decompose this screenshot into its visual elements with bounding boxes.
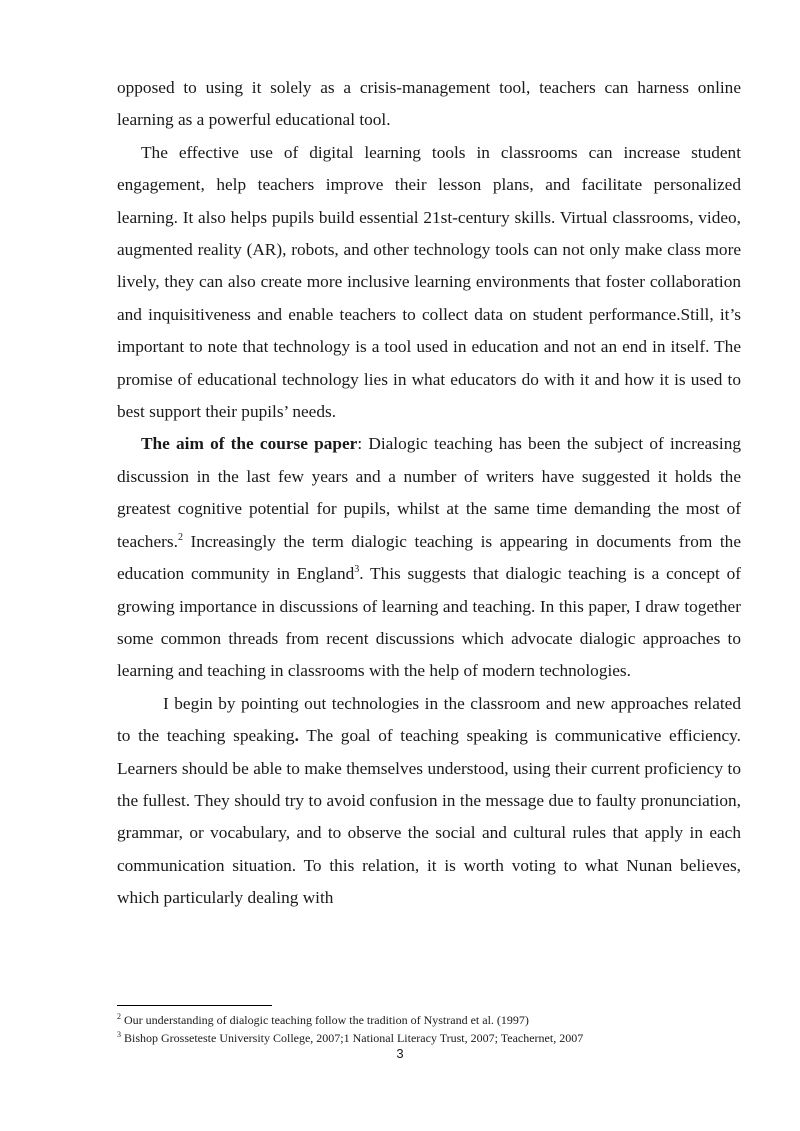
paragraph-3-text-3: . This suggests that dialogic teaching is a concept of growing importance in discussions of learning and teaching. In this paper, I draw together some common threads from recent discussions which advocate dialogic approaches to learning and teaching in classrooms with the help of modern technologies. [117,564,742,681]
paragraph-3 [117,428,741,687]
paragraph-3-text-2: Increasingly the term dialogic teaching is appearing in documents from the education community in England [117,531,741,584]
paragraph-4-bold-period: . [294,726,299,746]
paragraph-2: The effective use of digital learning tools in classrooms can increase student engagement, help teachers improve their lesson plans, and facilitate personalized learning. It also helps pupils build essential 21st-century skills. Virtual classrooms, video, augmented reality (AR), robots, and other technology tools can not only make class more lively, they can also create more inclusive learning environments that foster collaboration and inquisitiveness and enable teachers to collect data on student performance.Still, it’s important to note that technology is a tool used in education and not an end in itself. The promise of educational technology lies in what educators do with it and how it is used to best support their pupils’ needs. [117,142,741,422]
paragraph-4 [117,688,741,915]
footnote-ref-2[interactable]: 2 [177,531,183,543]
page-number: 3 [396,1046,404,1061]
paragraph-4-text-2: The goal of teaching speaking is communicative efficiency. Learners should be able to make themselves understood, using their current proficiency to the fullest. They should try to avoid confusion in the message due to faulty pronunciation, grammar, or vocabulary, and to observe the social and cultural rules that apply in each communication situation. To this relation, it is worth voting to what Nunan believes, which particularly dealing with [117,726,742,908]
course-paper-aim-heading: The aim of the course paper [141,434,358,454]
footnote-number: 2 [117,1012,121,1021]
body-text [117,72,741,915]
footnote-text: Bishop Grosseteste University College, 2007;1 National Literacy Trust, 2007; Teachernet, 2007 [121,1031,584,1045]
footnote-separator [117,1005,272,1006]
paragraph-4-text-1: I begin by pointing out technologies in the classroom and new approaches related to the teaching speaking [117,693,741,746]
footnote-2 [117,1011,741,1029]
paragraph-1: opposed to using it solely as a crisis-management tool, teachers can harness online learning as a powerful educational tool. [117,78,741,130]
footnote-text: Our understanding of dialogic teaching follow the tradition of Nystrand et al. (1997) [121,1013,529,1027]
paragraph-3-text-1: : Dialogic teaching has been the subject of increasing discussion in the last few years and a number of writers have suggested it holds the greatest cognitive potential for pupils, whilst at the same time demanding the most of teachers. [117,434,741,551]
footnote-ref-3[interactable]: 3 [354,564,360,576]
footnote-number: 3 [117,1030,121,1039]
footnote-3 [117,1029,741,1047]
footnotes [117,1011,741,1047]
